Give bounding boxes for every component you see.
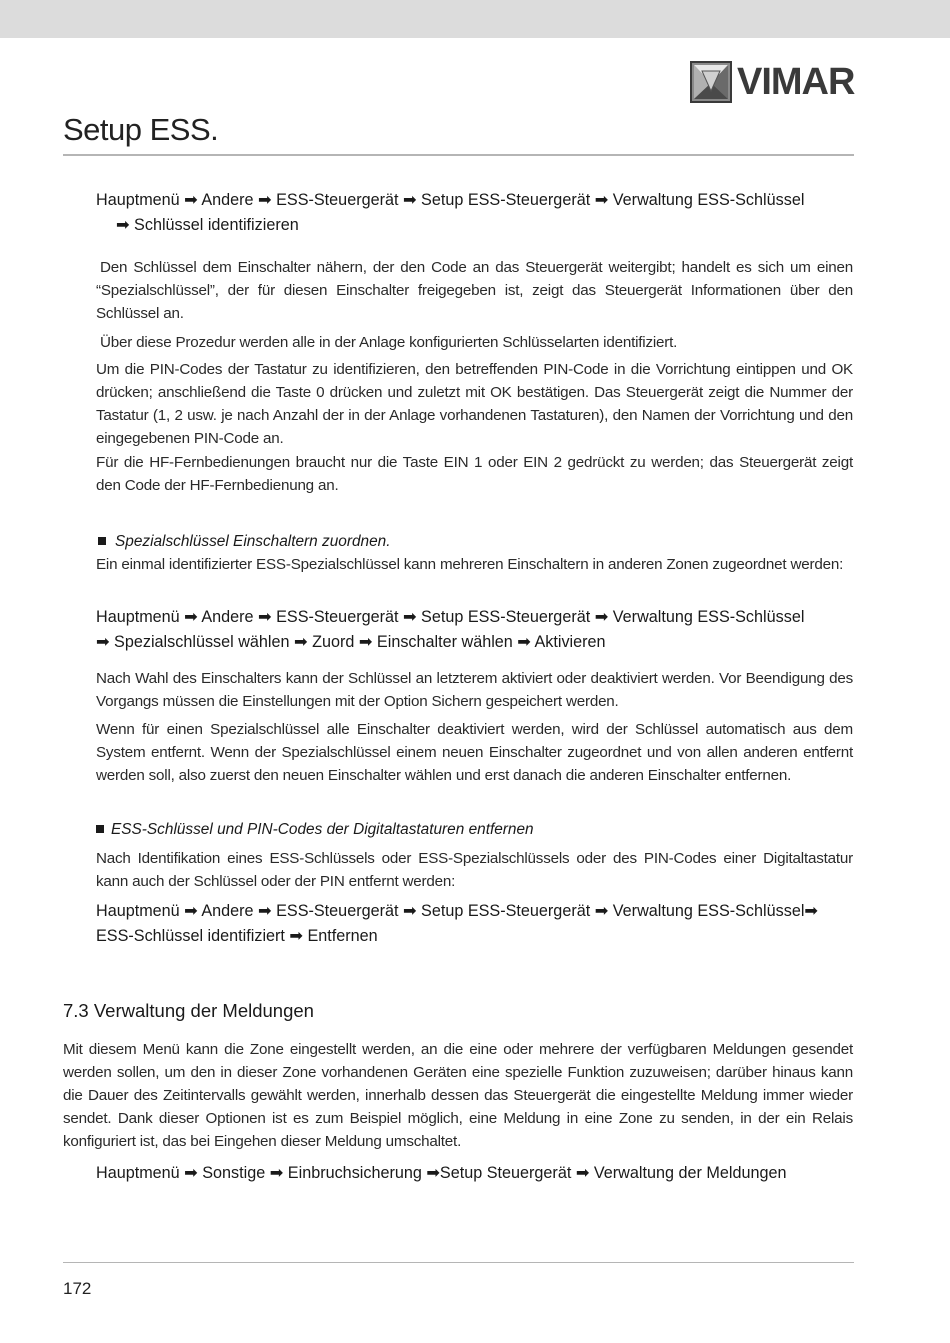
footer-divider xyxy=(63,1262,854,1263)
menu-path-line: Hauptmenü ➡ Andere ➡ ESS-Steuergerät ➡ Setup ESS-Steuergerät ➡ Verwaltung ESS-Schlüssel xyxy=(96,608,805,626)
menu-path-assign xyxy=(96,605,804,655)
top-banner xyxy=(0,0,950,38)
bullet-heading-text: ESS-Schlüssel und PIN-Codes der Digitaltastaturen entfernen xyxy=(111,821,534,838)
menu-path-line: ESS-Schlüssel identifiziert ➡ Entfernen xyxy=(96,927,378,945)
page-number: 172 xyxy=(63,1279,92,1298)
vimar-logo xyxy=(690,60,855,104)
menu-path-line: ➡ Spezialschlüssel wählen ➡ Zuord ➡ Einschalter wählen ➡ Aktivieren xyxy=(96,633,606,651)
menu-path-line: ➡ Schlüssel identifizieren xyxy=(116,216,299,234)
paragraph-remove-auto: Wenn für einen Spezialschlüssel alle Einschalter deaktiviert werden, wird der Schlüssel automatisch aus dem System entfernt. Wenn der Spezialschlüssel einem neuen Einschalter zugeordnet und von allen anderen entfernt werden soll, also zuerst den neuen Einschalter wählen und erst danach die anderen Einschalter entfernen. xyxy=(96,721,853,784)
menu-path-identify xyxy=(96,188,804,238)
page-title: Setup ESS. xyxy=(63,112,219,147)
paragraph-assign-intro: Ein einmal identifizierter ESS-Spezialschlüssel kann mehreren Einschaltern in anderen Zonen zugeordnet werden: xyxy=(96,556,844,573)
menu-path-messages: Hauptmenü ➡ Sonstige ➡ Einbruchsicherung ➡Setup Steuergerät ➡ Verwaltung der Meldungen xyxy=(96,1164,787,1182)
bullet-heading-remove xyxy=(96,818,534,841)
logo-text: VIMAR xyxy=(737,61,855,103)
bullet-heading-assign xyxy=(98,530,390,553)
menu-path-line: Hauptmenü ➡ Andere ➡ ESS-Steuergerät ➡ Setup ESS-Steuergerät ➡ Verwaltung ESS-Schlüssel xyxy=(96,191,805,209)
bullet-square-icon xyxy=(96,825,104,833)
vimar-emblem-icon xyxy=(690,61,732,103)
paragraph-messages: Mit diesem Menü kann die Zone eingestellt werden, an die eine oder mehrere der verfügbaren Meldungen gesendet werden sollen, um den in dieser Zone vorhandenen Geräten eine spezielle Funktion zuzuweisen; darüber hinaus kann die Dauer des Zeitintervalls gewählt werden, innerhalb dessen das Steuergerät die eingestellte Meldung immer wieder sendet. Dank dieser Optionen ist es zum Beispiel möglich, eine Meldung in eine Zone zu senden, in der ein Relais konfiguriert ist, das bei Eingehen dieser Meldung umschaltet. xyxy=(63,1041,853,1150)
paragraph-hf-remote: Für die HF-Fernbedienungen braucht nur die Taste EIN 1 oder EIN 2 gedrückt zu werden; das Steuergerät zeigt den Code der HF-Fernbedienung an. xyxy=(96,454,853,494)
paragraph-pin-codes: Um die PIN-Codes der Tastatur zu identifizieren, den betreffenden PIN-Code in die Vorrichtung eintippen und OK drücken; anschließend die Taste 0 drücken und zuletzt mit OK bestätigen. Das Steuergerät zeigt die Nummer der Tastatur (1, 2 usw. je nach Anzahl der in der Anlage vorhandenen Tastaturen), den Namen der Vorrichtung und den eingegebenen PIN-Code an. xyxy=(96,361,853,447)
section-heading: 7.3 Verwaltung der Meldungen xyxy=(63,1000,314,1021)
menu-path-remove xyxy=(96,899,818,949)
paragraph-key-types: Über diese Prozedur werden alle in der Anlage konfigurierten Schlüsselarten identifiziert. xyxy=(100,334,678,351)
paragraph-remove-intro: Nach Identifikation eines ESS-Schlüssels oder ESS-Spezialschlüssels oder des PIN-Codes einer Digitaltastatur kann auch der Schlüssel oder der PIN entfernt werden: xyxy=(96,850,853,890)
menu-path-line: Hauptmenü ➡ Andere ➡ ESS-Steuergerät ➡ Setup ESS-Steuergerät ➡ Verwaltung ESS-Schlüssel➡ xyxy=(96,902,818,920)
title-divider xyxy=(63,154,854,156)
bullet-square-icon xyxy=(98,537,106,545)
paragraph-approach-key: Den Schlüssel dem Einschalter nähern, der den Code an das Steuergerät weitergibt; handelt es sich um einen “Spezialschlüssel”, der für diesen Einschalter freigegeben ist, zeigt das Steuergerät Informationen über den Schlüssel an. xyxy=(96,259,853,322)
paragraph-activate: Nach Wahl des Einschalters kann der Schlüssel an letzterem aktiviert oder deaktiviert werden. Vor Beendigung des Vorgangs müssen die Einstellungen mit der Option Sichern gespeichert werden. xyxy=(96,670,853,710)
bullet-heading-text: Spezialschlüssel Einschaltern zuordnen. xyxy=(115,533,391,550)
